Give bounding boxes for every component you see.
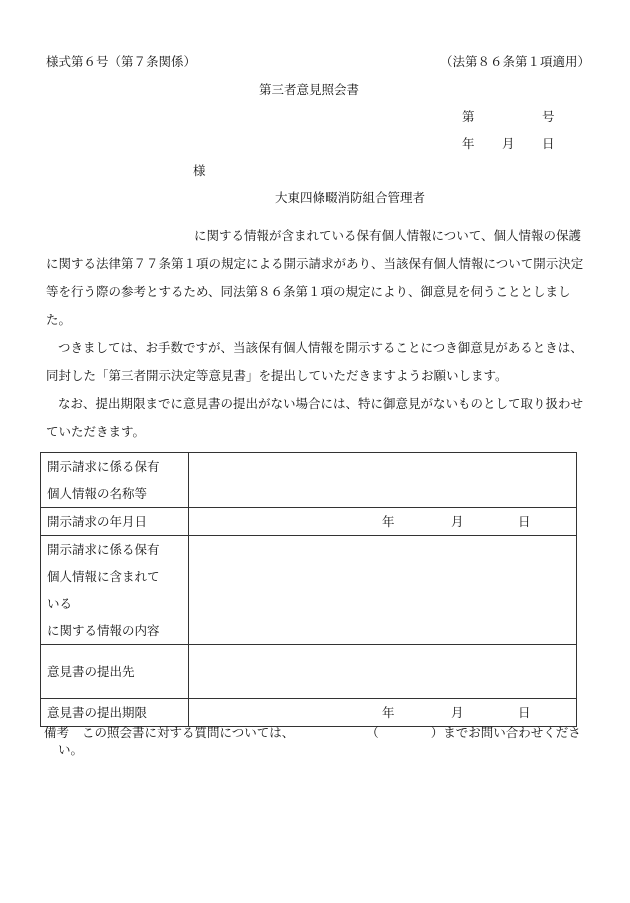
- deadline-month: 月: [451, 705, 464, 720]
- request-date-month: 月: [451, 514, 464, 529]
- doc-number-prefix: 第: [462, 109, 475, 124]
- table-row: [41, 453, 577, 508]
- request-date-year: 年: [382, 514, 395, 529]
- label-line: 個人情報の名称等: [47, 486, 148, 501]
- table-row: [41, 699, 577, 727]
- remarks-paren-open: （: [366, 725, 379, 740]
- form-number: 様式第６号（第７条関係）: [46, 54, 197, 69]
- body-paragraph-3: なお、提出期限までに意見書の提出がない場合には、特に御意見がないものとして取り扱わせていただきます。: [46, 396, 584, 439]
- label-line: に関する情報の内容: [47, 623, 160, 638]
- info-name-field[interactable]: [189, 453, 577, 508]
- label-line: 開示請求に係る保有: [47, 542, 160, 557]
- label-line: 個人情報に含まれて: [47, 569, 160, 584]
- request-date-label: 開示請求の年月日: [41, 508, 189, 536]
- doc-date-day: 日: [542, 136, 555, 151]
- label-line: いる: [47, 596, 73, 611]
- deadline-year: 年: [382, 705, 395, 720]
- table-row: [41, 645, 577, 699]
- request-date-field[interactable]: [189, 508, 577, 536]
- remarks: [44, 724, 584, 758]
- request-date-day: 日: [518, 514, 531, 529]
- remarks-suffix: までお問い合わせくださ: [443, 725, 581, 740]
- doc-date-year: 年: [462, 136, 475, 151]
- remarks-head: 備考: [44, 725, 70, 740]
- submission-destination-label: 意見書の提出先: [41, 645, 189, 699]
- submission-deadline-label: 意見書の提出期限: [41, 699, 189, 727]
- table-row: [41, 508, 577, 536]
- label-line: 開示請求に係る保有: [47, 459, 160, 474]
- doc-number-suffix: 号: [542, 109, 555, 124]
- addressee-honorific: 様: [193, 163, 206, 178]
- info-content-label: [41, 536, 189, 645]
- document-title: 第三者意見照会書: [259, 82, 360, 97]
- info-name-label: [41, 453, 189, 508]
- doc-date-month: 月: [502, 136, 515, 151]
- remarks-paren-close: ）: [430, 725, 444, 740]
- deadline-day: 日: [518, 705, 531, 720]
- table-row: [41, 536, 577, 645]
- info-table: [40, 452, 577, 727]
- applicable-law: （法第８６条第１項適用）: [440, 54, 591, 69]
- sender-name: 大東四條畷消防組合管理者: [275, 190, 426, 205]
- remarks-text: この照会書に対する質問については、: [82, 725, 295, 740]
- body-paragraph-2: つきましては、お手数ですが、当該保有個人情報を開示することにつき御意見があるときは、同封した「第三者開示決定等意見書」を提出していただきますようお願いします。: [46, 340, 583, 383]
- body-paragraph-1: に関する情報が含まれている保有個人情報について、個人情報の保護に関する法律第７７条第１項の規定による開示請求があり、当該保有個人情報について開示決定等を行う際の参考とするため、同法第８６条第１項の規定により、御意見を伺うこととしました。: [46, 228, 584, 327]
- info-content-field[interactable]: [189, 536, 577, 645]
- remarks-suffix-line2: い。: [58, 742, 84, 757]
- submission-destination-field[interactable]: [189, 645, 577, 699]
- submission-deadline-field[interactable]: [189, 699, 577, 727]
